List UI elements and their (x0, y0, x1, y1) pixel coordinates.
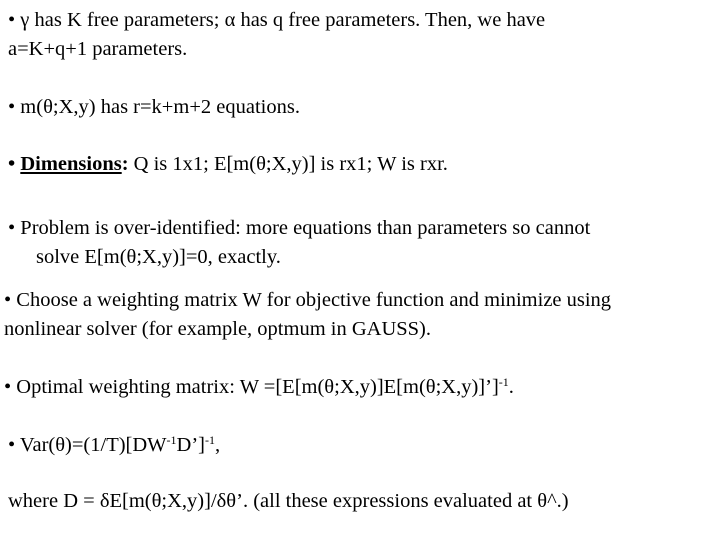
bullet-dimensions (8, 150, 448, 179)
variance-superscript-2: -1 (205, 433, 215, 447)
bullet-over-identified-line1: • Problem is over-identified: more equations than parameters so cannot (8, 217, 591, 239)
bullet-mark: • (8, 153, 16, 175)
variance-superscript-1: -1 (166, 433, 177, 447)
bullet-over-identified-line2: solve E[m(θ;X,y)]=0, exactly. (36, 246, 281, 268)
optimal-text: • Optimal weighting matrix: W =[E[m(θ;X,y)]E[m(θ;X,y)]’] (4, 376, 499, 398)
optimal-superscript: -1 (498, 375, 509, 389)
bullet-optimal-weighting (4, 373, 514, 402)
bullet-variance (8, 431, 220, 460)
bullet-weighting-line2: nonlinear solver (for example, optmum in GAUSS). (4, 318, 432, 340)
dimensions-text: Q is 1x1; E[m(θ;X,y)] is rx1; W is rxr. (128, 153, 448, 175)
variance-comma: , (215, 434, 221, 456)
dimensions-colon: : (121, 153, 129, 175)
variance-text-b: D’] (176, 434, 205, 456)
where-d-definition: where D = δE[m(θ;X,y)]/δθ’. (all these expressions evaluated at θ^.) (8, 490, 569, 512)
optimal-period: . (508, 376, 514, 398)
bullet-gamma-alpha-line2: a=K+q+1 parameters. (8, 38, 188, 60)
bullet-equations: • m(θ;X,y) has r=k+m+2 equations. (8, 96, 300, 118)
bullet-gamma-alpha-line1: • γ has K free parameters; α has q free parameters. Then, we have (8, 9, 546, 31)
dimensions-label: Dimensions (20, 153, 122, 175)
bullet-weighting-line1: • Choose a weighting matrix W for objective function and minimize using (4, 289, 612, 311)
variance-text-a: • Var(θ)=(1/T)[DW (8, 434, 167, 456)
